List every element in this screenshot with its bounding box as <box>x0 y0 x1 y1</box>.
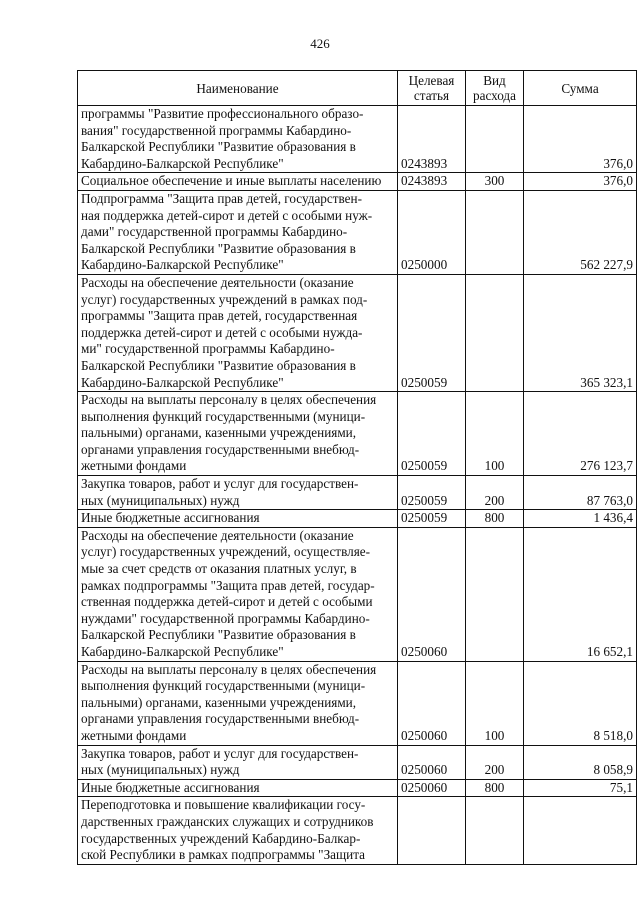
row-expense-type: 200 <box>466 745 524 779</box>
table-row <box>78 190 637 274</box>
row-name-line: Закупка товаров, работ и услуг для государствен- <box>81 476 359 492</box>
row-name-line: услуг) государственных учреждений в рамках под- <box>81 291 368 307</box>
row-name-line: пальными) органами, казенными учреждениями, <box>81 425 357 441</box>
row-name-line: Расходы на выплаты персоналу в целях обеспечения <box>81 392 377 408</box>
row-name-line: нуждами" государственной программы Кабардино- <box>81 610 370 626</box>
row-expense-type <box>466 274 524 391</box>
row-target-article: 0250059 <box>398 392 466 476</box>
row-expense-type <box>466 797 524 864</box>
row-name-line: ми" государственной программы Кабардино- <box>81 341 335 357</box>
row-name-cell <box>78 661 398 745</box>
row-name-line: пальными) органами, казенными учреждениями, <box>81 694 357 710</box>
row-sum: 376,0 <box>524 173 637 191</box>
row-name-line: Кабардино-Балкарской Республике" <box>81 155 284 171</box>
row-name-line: рамках подпрограммы "Защита прав детей, государ- <box>81 577 375 593</box>
row-name-line: мые за счет средств от оказания платных услуг, в <box>81 561 357 577</box>
row-expense-type <box>466 190 524 274</box>
header-target-article: Целевая статья <box>398 71 466 106</box>
table-row <box>78 661 637 745</box>
row-name-cell <box>78 106 398 173</box>
table-row <box>78 173 637 191</box>
row-name-line: Кабардино-Балкарской Республике" <box>81 374 284 390</box>
table-row <box>78 527 637 661</box>
row-sum: 87 763,0 <box>524 476 637 510</box>
row-name-cell <box>78 527 398 661</box>
row-name-line: ная поддержка детей-сирот и детей с особыми нуж- <box>81 207 373 223</box>
page-number: 426 <box>310 36 330 51</box>
row-name-line: органами управления государственными внебюд- <box>81 711 360 727</box>
row-name-line: ской Республики в рамках подпрограммы "Защита <box>81 847 366 863</box>
row-name-line: Переподготовка и повышение квалификации госу- <box>81 797 366 813</box>
table-row <box>78 476 637 510</box>
row-name-line: Расходы на обеспечение деятельности (оказание <box>81 527 354 543</box>
row-name-line: программы "Развитие профессионального образо- <box>81 106 364 121</box>
row-name-cell <box>78 190 398 274</box>
row-expense-type: 200 <box>466 476 524 510</box>
row-target-article: 0250000 <box>398 190 466 274</box>
table-row <box>78 745 637 779</box>
row-name-line: Подпрограмма "Защита прав детей, государствен- <box>81 190 362 206</box>
row-name-line: государственных учреждений Кабардино-Балкар- <box>81 830 361 846</box>
row-target-article: 0250059 <box>398 510 466 528</box>
row-expense-type <box>466 527 524 661</box>
row-sum <box>524 797 637 864</box>
row-name-cell <box>78 745 398 779</box>
row-name-line: поддержка детей-сирот и детей с особыми нужда- <box>81 324 363 340</box>
budget-table <box>77 70 637 865</box>
row-name-line: Закупка товаров, работ и услуг для государствен- <box>81 745 359 761</box>
row-sum: 562 227,9 <box>524 190 637 274</box>
row-target-article <box>398 797 466 864</box>
table-header <box>78 71 637 106</box>
row-sum: 1 436,4 <box>524 510 637 528</box>
row-target-article: 0250060 <box>398 527 466 661</box>
row-name-line: Балкарской Республики "Развитие образования в <box>81 139 356 155</box>
row-name-cell <box>78 797 398 864</box>
row-name-line: жетными фондами <box>81 727 187 743</box>
row-target-article: 0250059 <box>398 274 466 391</box>
row-expense-type: 800 <box>466 510 524 528</box>
row-target-article: 0250060 <box>398 779 466 797</box>
row-name-cell <box>78 779 398 797</box>
row-name-line: Балкарской Республики "Развитие образования в <box>81 357 356 373</box>
row-name-line: Расходы на обеспечение деятельности (оказание <box>81 274 354 290</box>
table-row <box>78 779 637 797</box>
header-name: Наименование <box>78 71 398 106</box>
row-name-cell <box>78 274 398 391</box>
row-target-article: 0250059 <box>398 476 466 510</box>
row-sum: 8 518,0 <box>524 661 637 745</box>
row-name-line: программы "Защита прав детей, государственная <box>81 308 358 324</box>
row-name-line: Балкарской Республики "Развитие образования в <box>81 627 356 643</box>
row-name-line: ных (муниципальных) нужд <box>81 762 240 778</box>
row-name-line: Кабардино-Балкарской Республике" <box>81 644 284 659</box>
row-name-line: Балкарской Республики "Развитие образования в <box>81 240 356 256</box>
row-sum: 8 058,9 <box>524 745 637 779</box>
row-target-article: 0250060 <box>398 661 466 745</box>
header-sum: Сумма <box>524 71 637 106</box>
row-name-line: органами управления государственными внебюд- <box>81 441 360 457</box>
row-expense-type: 100 <box>466 392 524 476</box>
row-expense-type: 100 <box>466 661 524 745</box>
row-expense-type: 800 <box>466 779 524 797</box>
table-row <box>78 106 637 173</box>
table-row <box>78 392 637 476</box>
table-row <box>78 510 637 528</box>
row-name-line: дами" государственной программы Кабардино- <box>81 224 348 240</box>
row-sum: 16 652,1 <box>524 527 637 661</box>
header-expense-type: Вид расхода <box>466 71 524 106</box>
row-expense-type: 300 <box>466 173 524 191</box>
row-name-line: жетными фондами <box>81 458 187 474</box>
row-expense-type <box>466 106 524 173</box>
row-sum: 376,0 <box>524 106 637 173</box>
row-target-article: 0243893 <box>398 173 466 191</box>
row-name-line: Кабардино-Балкарской Республике" <box>81 257 284 273</box>
row-name-line: ственная поддержка детей-сирот и детей с особыми <box>81 594 373 610</box>
row-name-cell <box>78 392 398 476</box>
row-sum: 276 123,7 <box>524 392 637 476</box>
row-name-line: вания" государственной программы Кабардино- <box>81 122 352 138</box>
row-name-cell <box>78 510 398 528</box>
table-body <box>78 106 637 865</box>
table-row <box>78 274 637 391</box>
row-name-line: ных (муниципальных) нужд <box>81 492 240 508</box>
row-name-line: услуг) государственных учреждений, осуществляе- <box>81 544 371 560</box>
row-name-cell <box>78 476 398 510</box>
row-name-line: Социальное обеспечение и иные выплаты населению <box>81 173 382 189</box>
row-name-line: Иные бюджетные ассигнования <box>81 779 260 795</box>
row-sum: 75,1 <box>524 779 637 797</box>
row-name-line: выполнения функций государственными (муници- <box>81 678 366 694</box>
row-name-line: Иные бюджетные ассигнования <box>81 510 260 526</box>
row-name-cell <box>78 173 398 191</box>
table-row <box>78 797 637 864</box>
row-name-line: дарственных гражданских служащих и сотрудников <box>81 813 374 829</box>
row-target-article: 0250060 <box>398 745 466 779</box>
row-name-line: выполнения функций государственными (муници- <box>81 408 366 424</box>
row-target-article: 0243893 <box>398 106 466 173</box>
row-sum: 365 323,1 <box>524 274 637 391</box>
row-name-line: Расходы на выплаты персоналу в целях обеспечения <box>81 661 377 677</box>
